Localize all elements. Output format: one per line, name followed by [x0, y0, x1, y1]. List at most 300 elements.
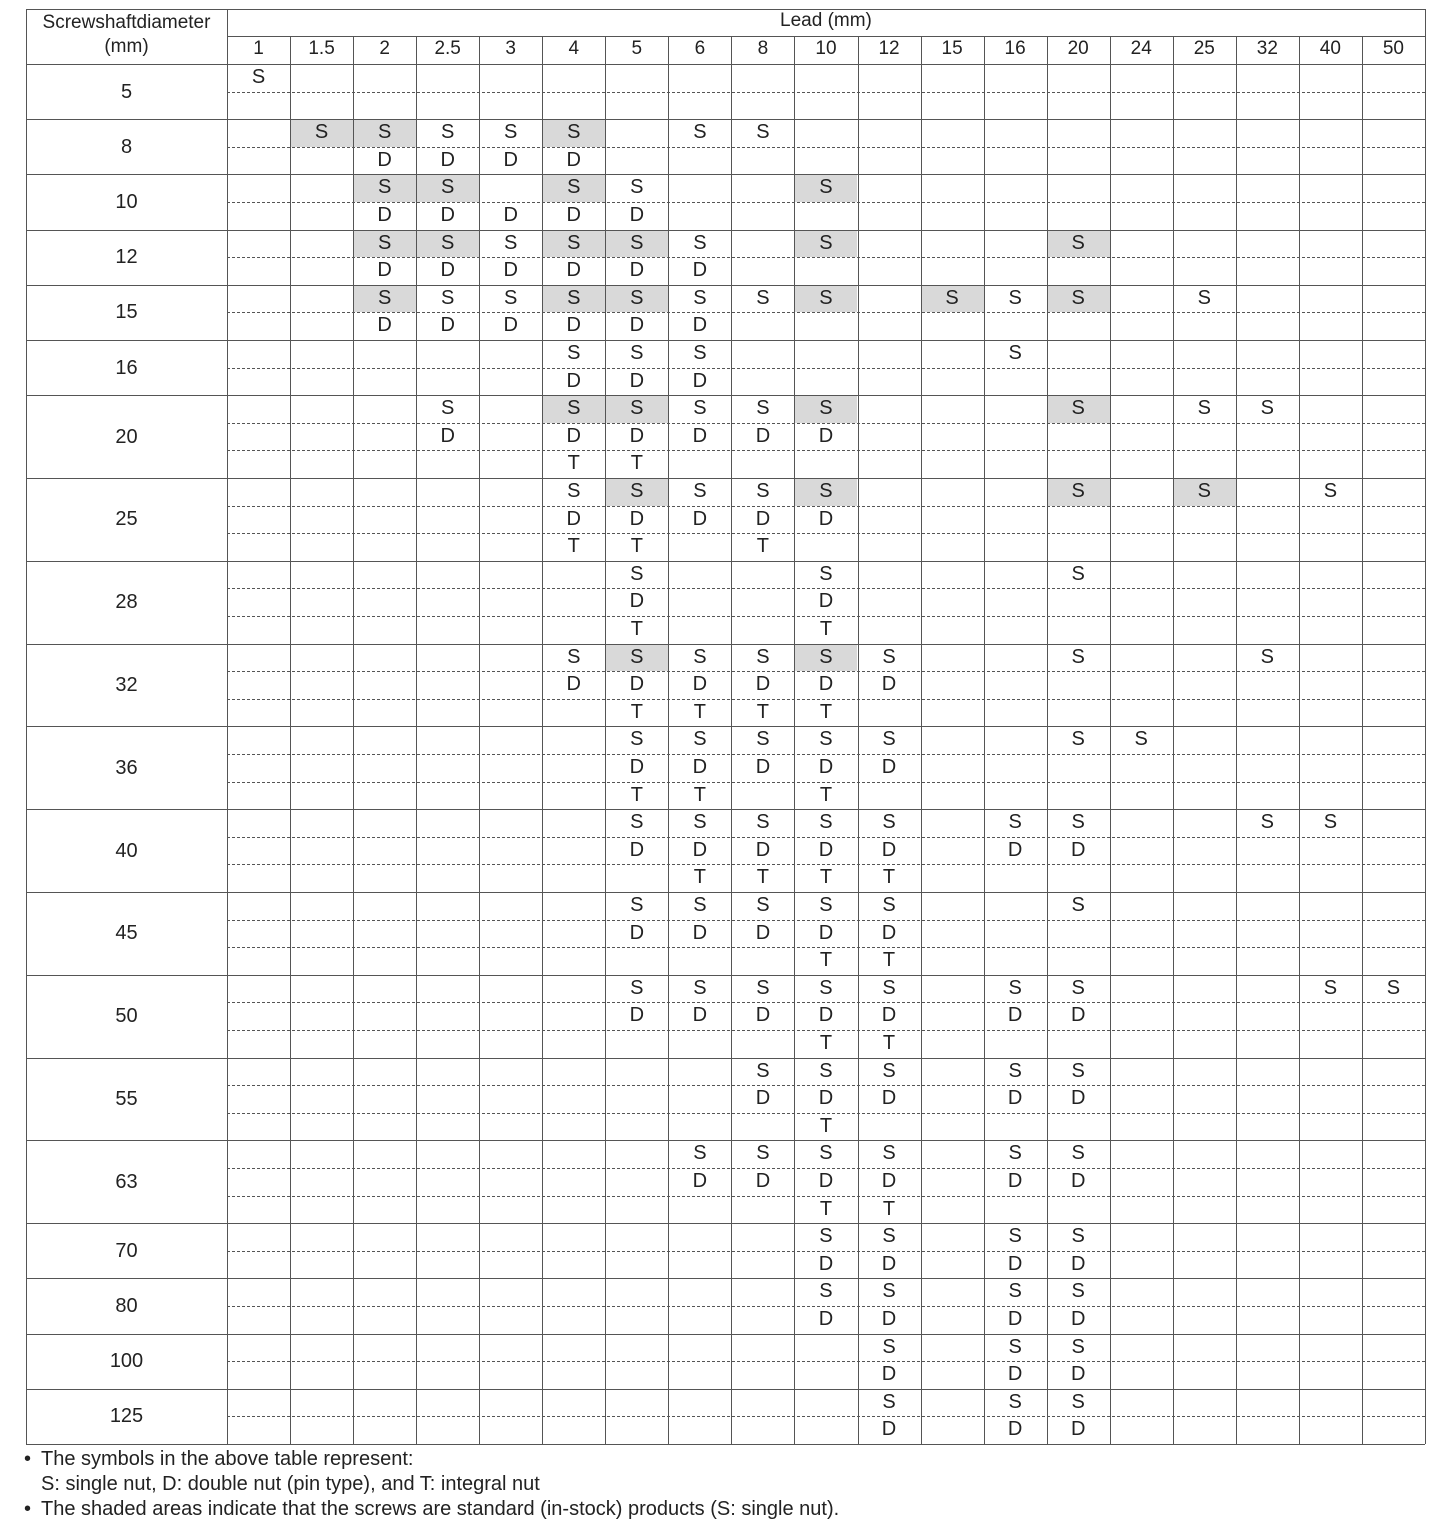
single-nut-mark: S [1071, 894, 1085, 916]
single-nut-mark: S [377, 286, 392, 309]
diameter-cell: 80 [115, 1295, 138, 1317]
double-nut-mark: D [629, 369, 645, 392]
integral-nut-mark: T [567, 535, 580, 558]
subline-divider [227, 450, 1425, 451]
subline-divider [227, 837, 1425, 838]
lead-column-header: 25 [1193, 38, 1215, 59]
single-nut-mark: S [251, 66, 266, 88]
integral-nut-mark: T [756, 535, 770, 558]
single-nut-mark: S [756, 397, 770, 420]
subline-divider [227, 506, 1425, 507]
single-nut-mark: S [1071, 1059, 1085, 1082]
row-divider [26, 1140, 1425, 1141]
single-nut-mark: S [693, 894, 707, 916]
double-nut-mark: D [881, 1363, 897, 1386]
bullet-icon: • [24, 1448, 32, 1470]
lead-column-header: 2 [379, 38, 390, 59]
double-nut-mark: D [755, 507, 771, 530]
single-nut-mark: S [440, 286, 455, 309]
double-nut-mark: D [503, 259, 518, 282]
double-nut-mark: D [818, 673, 834, 696]
single-nut-mark: S [630, 562, 644, 585]
double-nut-mark: D [377, 259, 392, 282]
double-nut-mark: D [692, 838, 708, 861]
double-nut-mark: D [1070, 1418, 1086, 1441]
subline-divider [227, 1085, 1425, 1086]
single-nut-mark: S [1008, 1390, 1022, 1413]
lead-column-header: 8 [757, 38, 769, 59]
single-nut-mark: S [693, 231, 707, 254]
double-nut-mark: D [1007, 1363, 1023, 1386]
diameter-cell: 70 [115, 1239, 138, 1262]
diameter-cell: 32 [115, 674, 138, 696]
lead-column-header: 20 [1067, 38, 1089, 59]
integral-nut-mark: T [819, 949, 833, 972]
subline-divider [227, 1361, 1425, 1362]
single-nut-mark: S [882, 1280, 896, 1303]
integral-nut-mark: T [882, 866, 896, 889]
lead-column-divider [1236, 36, 1237, 1444]
double-nut-mark: D [629, 921, 645, 944]
diameter-cell: 12 [115, 246, 138, 269]
double-nut-mark: D [377, 148, 392, 171]
double-nut-mark: D [692, 1004, 708, 1027]
single-nut-mark: S [567, 176, 581, 199]
integral-nut-mark: T [819, 700, 833, 723]
lead-column-divider [290, 36, 291, 1444]
double-nut-mark: D [755, 756, 771, 778]
single-nut-mark: S [882, 1390, 896, 1413]
integral-nut-mark: T [693, 700, 706, 723]
diameter-cell: 40 [115, 839, 138, 862]
double-nut-mark: D [881, 1418, 897, 1441]
subline-divider [227, 202, 1425, 203]
double-nut-mark: D [377, 204, 392, 226]
diameter-cell: 8 [120, 135, 133, 158]
subline-divider [227, 533, 1425, 534]
lead-column-header: 50 [1382, 38, 1404, 59]
single-nut-mark: S [1008, 286, 1022, 309]
single-nut-mark: S [377, 121, 392, 144]
double-nut-mark: D [692, 921, 708, 944]
diameter-cell: 100 [109, 1350, 144, 1373]
double-nut-mark: D [440, 204, 455, 226]
single-nut-mark: S [693, 811, 707, 834]
single-nut-mark: S [1260, 645, 1274, 668]
row-divider [26, 1334, 1425, 1335]
single-nut-mark: S [630, 397, 644, 420]
integral-nut-mark: T [756, 700, 770, 723]
row-divider [26, 726, 1425, 727]
single-nut-mark: S [504, 231, 518, 254]
single-nut-mark: S [819, 811, 833, 834]
single-nut-mark: S [882, 1059, 896, 1082]
row-divider [26, 809, 1425, 810]
double-nut-mark: D [566, 369, 581, 392]
single-nut-mark: S [756, 480, 770, 502]
diameter-cell: 50 [115, 1005, 138, 1028]
double-nut-mark: D [755, 921, 771, 944]
double-nut-mark: D [566, 204, 581, 226]
subline-divider [227, 782, 1425, 783]
lead-column-divider [1047, 36, 1048, 1444]
double-nut-mark: D [1070, 1363, 1086, 1386]
double-nut-mark: D [755, 673, 771, 696]
single-nut-mark: S [756, 811, 770, 834]
double-nut-mark: D [818, 424, 834, 447]
single-nut-mark: S [1008, 811, 1022, 834]
diameter-cell: 20 [115, 425, 138, 448]
lead-column-header: 3 [505, 38, 516, 59]
single-nut-mark: S [1071, 728, 1085, 751]
single-nut-mark: S [504, 286, 518, 309]
single-nut-mark: S [504, 121, 518, 144]
diameter-column-header: Screwshaftdiameter [42, 12, 211, 33]
diameter-cell: 125 [109, 1405, 144, 1428]
single-nut-mark: S [1071, 1390, 1085, 1413]
single-nut-mark: S [1134, 728, 1148, 751]
lead-column-header: 24 [1130, 38, 1152, 59]
single-nut-mark: S [1197, 397, 1211, 420]
header-bottom-border [26, 64, 1425, 65]
single-nut-mark: S [1071, 1335, 1085, 1358]
double-nut-mark: D [440, 148, 455, 171]
integral-nut-mark: T [882, 1032, 896, 1054]
lead-column-divider [1110, 36, 1111, 1444]
single-nut-mark: S [630, 231, 644, 254]
subline-divider [227, 423, 1425, 424]
diameter-column-unit: (mm) [104, 36, 149, 57]
single-nut-mark: S [1008, 342, 1022, 364]
lead-column-divider [479, 36, 480, 1444]
single-nut-mark: S [630, 645, 644, 668]
double-nut-mark: D [818, 1087, 834, 1110]
table-left-border [26, 9, 27, 1444]
double-nut-mark: D [818, 756, 834, 778]
double-nut-mark: D [755, 1087, 771, 1110]
double-nut-mark: D [1070, 1308, 1086, 1330]
single-nut-mark: S [819, 976, 833, 999]
single-nut-mark: S [630, 976, 644, 999]
double-nut-mark: D [1070, 1252, 1086, 1275]
single-nut-mark: S [756, 645, 770, 668]
single-nut-mark: S [756, 1142, 770, 1165]
integral-nut-mark: T [819, 866, 833, 889]
row-divider [26, 174, 1425, 175]
double-nut-mark: D [818, 1252, 834, 1275]
double-nut-mark: D [881, 1004, 897, 1027]
note-shading-text: The shaded areas indicate that the screws are standard (in-stock) products (S: single nut). [41, 1498, 840, 1520]
double-nut-mark: D [566, 673, 581, 696]
double-nut-mark: D [692, 424, 708, 447]
single-nut-mark: S [882, 976, 896, 999]
double-nut-mark: D [692, 507, 708, 530]
row-divider [26, 230, 1425, 231]
single-nut-mark: S [1008, 976, 1022, 999]
subline-divider [227, 368, 1425, 369]
row-divider [26, 395, 1425, 396]
single-nut-mark: S [1008, 1335, 1022, 1358]
double-nut-mark: D [503, 204, 518, 226]
double-nut-mark: D [755, 838, 771, 861]
single-nut-mark: S [630, 176, 644, 199]
lead-column-divider [416, 36, 417, 1444]
lead-column-header: 2.5 [434, 38, 461, 59]
lead-column-divider [731, 36, 732, 1444]
table-notes [24, 1447, 1424, 1522]
double-nut-mark: D [818, 507, 834, 530]
integral-nut-mark: T [882, 1197, 896, 1220]
single-nut-mark: S [1071, 811, 1085, 834]
single-nut-mark: S [819, 176, 833, 199]
lead-column-header: 32 [1256, 38, 1278, 59]
single-nut-mark: S [819, 645, 833, 668]
single-nut-mark: S [567, 645, 581, 668]
double-nut-mark: D [629, 1004, 645, 1027]
lead-header: Lead (mm) [780, 10, 872, 31]
diameter-cell: 15 [115, 301, 138, 324]
single-nut-mark: S [693, 645, 707, 668]
single-nut-mark: S [756, 976, 770, 999]
single-nut-mark: S [630, 286, 644, 309]
single-nut-mark: S [1386, 976, 1401, 999]
single-nut-mark: S [630, 342, 644, 364]
bullet-icon: • [24, 1498, 32, 1520]
single-nut-mark: S [819, 480, 833, 502]
single-nut-mark: S [819, 894, 833, 916]
double-nut-mark: D [881, 673, 897, 696]
diameter-cell: 10 [115, 191, 138, 213]
single-nut-mark: S [693, 728, 707, 751]
row-divider [26, 478, 1425, 479]
double-nut-mark: D [818, 1004, 834, 1027]
single-nut-mark: S [1071, 976, 1085, 999]
row-divider [26, 119, 1425, 120]
single-nut-mark: S [819, 1059, 833, 1082]
double-nut-mark: D [881, 1087, 897, 1110]
double-nut-mark: D [1070, 838, 1086, 861]
table-bottom-border [26, 1444, 1425, 1445]
subline-divider [227, 1196, 1425, 1197]
single-nut-mark: S [567, 231, 581, 254]
lead-column-header: 4 [568, 38, 580, 59]
double-nut-mark: D [1007, 1004, 1023, 1027]
single-nut-mark: S [440, 231, 455, 254]
double-nut-mark: D [692, 314, 708, 337]
subline-divider [227, 754, 1425, 755]
double-nut-mark: D [566, 259, 581, 282]
table-top-border [26, 9, 1425, 10]
double-nut-mark: D [629, 590, 645, 613]
integral-nut-mark: T [819, 1032, 833, 1054]
single-nut-mark: S [1323, 480, 1338, 502]
single-nut-mark: S [756, 121, 770, 144]
double-nut-mark: D [503, 314, 518, 337]
single-nut-mark: S [1071, 562, 1085, 585]
single-nut-mark: S [1071, 231, 1085, 254]
single-nut-mark: S [440, 121, 455, 144]
integral-nut-mark: T [819, 783, 833, 806]
double-nut-mark: D [503, 148, 518, 171]
single-nut-mark: S [630, 894, 644, 916]
lead-column-divider [1173, 36, 1174, 1444]
single-nut-mark: S [693, 286, 707, 309]
lead-column-header: 6 [694, 38, 706, 59]
single-nut-mark: S [567, 121, 581, 144]
diameter-cell: 25 [115, 508, 138, 531]
double-nut-mark: D [692, 1170, 708, 1192]
single-nut-mark: S [1197, 286, 1211, 309]
single-nut-mark: S [882, 645, 896, 668]
subline-divider [227, 864, 1425, 865]
diameter-cell: 28 [115, 591, 138, 614]
integral-nut-mark: T [756, 866, 770, 889]
single-nut-mark: S [1197, 480, 1211, 502]
row-divider [26, 285, 1425, 286]
double-nut-mark: D [755, 1004, 771, 1027]
diameter-cell: 45 [115, 922, 138, 945]
lead-column-header: 16 [1004, 38, 1026, 59]
double-nut-mark: D [881, 1308, 897, 1330]
double-nut-mark: D [1007, 1308, 1023, 1330]
double-nut-mark: D [1070, 1170, 1086, 1192]
row-divider [26, 1278, 1425, 1279]
diameter-column-divider [227, 9, 228, 1444]
single-nut-mark: S [1260, 397, 1274, 420]
single-nut-mark: S [1071, 1280, 1085, 1303]
single-nut-mark: S [693, 976, 707, 999]
single-nut-mark: S [630, 728, 644, 751]
row-divider [26, 892, 1425, 893]
diameter-cell: 5 [120, 80, 133, 103]
double-nut-mark: D [692, 259, 708, 282]
single-nut-mark: S [567, 480, 581, 502]
subline-divider [227, 671, 1425, 672]
row-divider [26, 975, 1425, 976]
integral-nut-mark: T [630, 535, 643, 558]
double-nut-mark: D [1007, 1087, 1023, 1110]
header-divider [227, 36, 1425, 37]
single-nut-mark: S [567, 286, 581, 309]
integral-nut-mark: T [630, 452, 643, 475]
subline-divider [227, 312, 1425, 313]
lead-column-header: 10 [815, 38, 837, 59]
double-nut-mark: D [566, 424, 581, 447]
single-nut-mark: S [630, 480, 644, 502]
double-nut-mark: D [692, 369, 708, 392]
single-nut-mark: S [819, 1280, 833, 1303]
row-divider [26, 644, 1425, 645]
subline-divider [227, 147, 1425, 148]
row-divider [26, 1058, 1425, 1059]
single-nut-mark: S [882, 1335, 896, 1358]
lead-column-divider [668, 36, 669, 1444]
double-nut-mark: D [818, 1308, 834, 1330]
subline-divider [227, 1030, 1425, 1031]
single-nut-mark: S [440, 176, 455, 199]
integral-nut-mark: T [693, 783, 706, 806]
single-nut-mark: S [1071, 286, 1085, 309]
double-nut-mark: D [1070, 1004, 1086, 1027]
integral-nut-mark: T [567, 452, 580, 475]
subline-divider [227, 920, 1425, 921]
double-nut-mark: D [881, 1170, 897, 1192]
double-nut-mark: D [629, 204, 645, 226]
subline-divider [227, 1306, 1425, 1307]
single-nut-mark: S [819, 1142, 833, 1165]
single-nut-mark: S [1008, 1280, 1022, 1303]
single-nut-mark: S [567, 342, 581, 364]
lead-column-header: 1.5 [308, 38, 335, 59]
single-nut-mark: S [693, 397, 707, 420]
double-nut-mark: D [881, 1252, 897, 1275]
double-nut-mark: D [629, 756, 645, 778]
single-nut-mark: S [882, 1225, 896, 1248]
diameter-cell: 55 [115, 1088, 138, 1110]
single-nut-mark: S [882, 1142, 896, 1165]
double-nut-mark: D [629, 838, 645, 861]
double-nut-mark: D [629, 259, 645, 282]
single-nut-mark: S [819, 562, 833, 585]
integral-nut-mark: T [882, 949, 896, 972]
subline-divider [227, 1251, 1425, 1252]
double-nut-mark: D [818, 1170, 834, 1192]
double-nut-mark: D [755, 424, 771, 447]
lead-column-divider [353, 36, 354, 1444]
double-nut-mark: D [566, 148, 581, 171]
single-nut-mark: S [882, 811, 896, 834]
double-nut-mark: D [755, 1170, 771, 1192]
single-nut-mark: S [756, 728, 770, 751]
note-symbols [24, 1447, 1424, 1497]
diameter-cell: 16 [115, 356, 138, 379]
single-nut-mark: S [1323, 811, 1338, 834]
double-nut-mark: D [881, 838, 897, 861]
single-nut-mark: S [567, 397, 581, 420]
single-nut-mark: S [882, 728, 896, 751]
subline-divider [227, 588, 1425, 589]
single-nut-mark: S [693, 1142, 707, 1165]
lead-column-divider [1362, 36, 1363, 1444]
single-nut-mark: S [882, 894, 896, 916]
single-nut-mark: S [819, 286, 833, 309]
diameter-cell: 36 [115, 756, 138, 779]
subline-divider [227, 257, 1425, 258]
single-nut-mark: S [377, 176, 392, 199]
double-nut-mark: D [566, 314, 581, 337]
double-nut-mark: D [1007, 1252, 1023, 1275]
single-nut-mark: S [314, 121, 329, 144]
lead-column-divider [984, 36, 985, 1444]
double-nut-mark: D [377, 314, 392, 337]
lead-column-divider [605, 36, 606, 1444]
lead-column-header: 40 [1319, 38, 1341, 59]
note-symbols-line2: S: single nut, D: double nut (pin type), and T: integral nut [41, 1473, 540, 1495]
subline-divider [227, 92, 1425, 93]
double-nut-mark: D [566, 507, 581, 530]
double-nut-mark: D [881, 921, 897, 944]
single-nut-mark: S [693, 121, 707, 144]
subline-divider [227, 1168, 1425, 1169]
lead-column-header: 15 [941, 38, 963, 59]
single-nut-mark: S [1071, 1225, 1085, 1248]
single-nut-mark: S [819, 728, 833, 751]
integral-nut-mark: T [630, 618, 643, 640]
subline-divider [227, 1416, 1425, 1417]
single-nut-mark: S [819, 397, 833, 420]
single-nut-mark: S [693, 480, 707, 502]
row-divider [26, 1223, 1425, 1224]
